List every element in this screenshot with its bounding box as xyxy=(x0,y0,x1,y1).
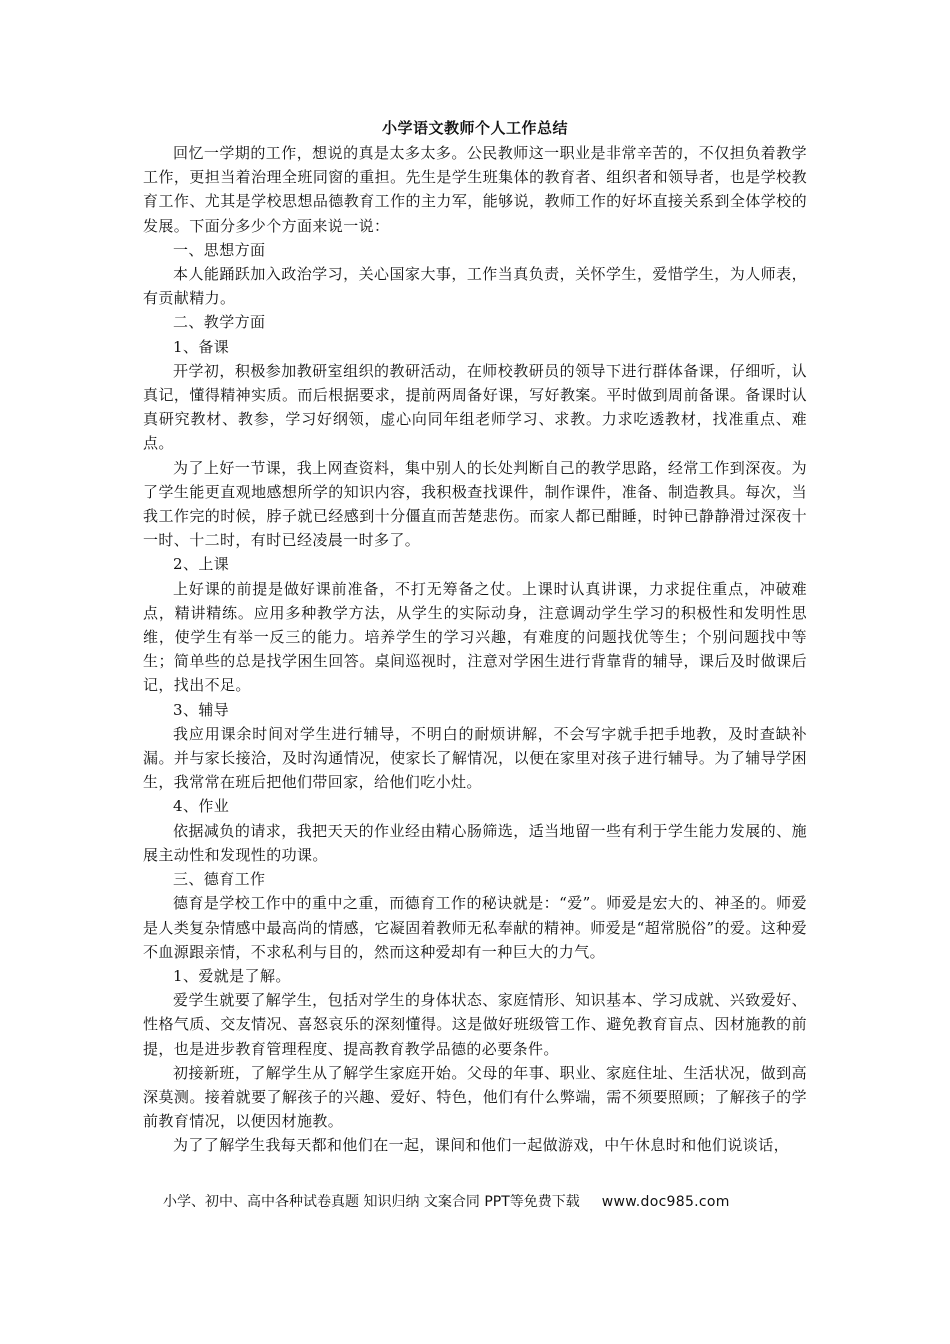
moral-paragraph: 德育是学校工作中的重中之重，而德育工作的秘诀就是：“爱”。师爱是宏大的、神圣的。师爱是人类复杂情感中最高尚的情感，它凝固着教师无私奉献的精神。师爱是“超常脱俗”的爱。这种爱不血源跟亲情，不求私利与目的，然而这种爱却有一种巨大的力气。 xyxy=(143,894,807,961)
daily-contact-paragraph: 为了了解学生我每天都和他们在一起，课间和他们一起做游戏，中午休息时和他们说谈话， xyxy=(173,1136,790,1155)
lesson-prep-paragraph: 开学初，积极参加教研室组织的教研活动，在师校教研员的领导下进行群体备课，仔细听，认真记，懂得精神实质。而后根据要求，提前两周备好课，写好教案。平时做到周前备课。备课时认真研究教材、教参，学习好纲领，虚心向同年组老师学习、求教。力求吃透教材，找准重点、难点。 xyxy=(143,361,807,453)
document-page xyxy=(143,117,807,1158)
document-body xyxy=(143,141,807,1158)
subheading-tutoring: 3、辅导 xyxy=(173,700,230,719)
tutoring-paragraph: 我应用课余时间对学生进行辅导，不明白的耐烦讲解，不会写字就手把手地教，及时查缺补漏。并与家长接洽，及时沟通情况，使家长了解情况，以便在家里对孩子进行辅导。为了辅导学困生，我常常在班后把他们带回家，给他们吃小灶。 xyxy=(143,724,807,792)
homework-paragraph: 依据减负的请求，我把天天的作业经由精心肠筛选，适当地留一些有利于学生能力发展的、施展主动性和发现性的功课。 xyxy=(143,821,807,864)
section-heading-thought: 一、思想方面 xyxy=(173,240,266,259)
section-heading-teaching: 二、教学方面 xyxy=(173,313,266,332)
subheading-homework: 4、作业 xyxy=(173,797,230,816)
subheading-class: 2、上课 xyxy=(173,555,230,574)
intro-paragraph: 回忆一学期的工作，想说的真是太多太多。公民教师这一职业是非常辛苦的，不仅担负着教学工作，更担当着治理全班同窗的重担。先生是学生班集体的教育者、组织者和领导者，也是学校教育工作、尤其是学校思想品德教育工作的主力军，能够说，教师工作的好坏直接关系到全体学校的发展。下面分多少个方面来说一说： xyxy=(143,144,807,235)
understanding-paragraph: 爱学生就要了解学生，包括对学生的身体状态、家庭情形、知识基本、学习成就、兴致爱好、性格气质、交友情况、喜怒哀乐的深刻懂得。这是做好班级管工作、避免教育盲点、因材施教的前提，也是进步教育管理程度、提高教育教学品德的必要条件。 xyxy=(143,991,807,1058)
page-footer xyxy=(163,1192,813,1212)
footer-text: 小学、初中、高中各种试卷真题 知识归纳 文案合同 PPT等免费下载 xyxy=(163,1194,580,1210)
lesson-prep-paragraph-2: 为了上好一节课，我上网查资料，集中别人的长处判断自己的教学思路，经常工作到深夜。为了学生能更直观地感想所学的知识内容，我积极查找课件，制作课件，准备、制造教具。每次，当我工作完的时候，脖子就已经感到十分僵直而苦楚悲伤。而家人都已酣睡，时钟已静静滑过深夜十一时、十二时，有时已经凌晨一时多了。 xyxy=(143,458,807,550)
footer-site-link[interactable]: www.doc985.com xyxy=(601,1194,730,1210)
document-title: 小学语文教师个人工作总结 xyxy=(381,119,568,137)
section-heading-moral: 三、德育工作 xyxy=(173,870,266,889)
subheading-love-understanding: 1、爱就是了解。 xyxy=(173,966,291,985)
subheading-lesson-prep: 1、备课 xyxy=(173,337,230,356)
thought-paragraph: 本人能踊跃加入政治学习，关心国家大事，工作当真负责，关怀学生，爱惜学生，为人师表，有贡献精力。 xyxy=(143,265,807,308)
class-paragraph: 上好课的前提是做好课前准备，不打无筹备之仗。上课时认真讲课，力求捉住重点，冲破难点，精讲精练。应用多种教学方法，从学生的实际动身，注意调动学生学习的积极性和发明性思维，使学生有举一反三的能力。培养学生的学习兴趣，有难度的问题找优等生；个别问题找中等生；简单些的总是找学困生回答。桌间巡视时，注意对学困生进行背靠背的辅导，课后及时做课后记，找出不足。 xyxy=(143,579,807,695)
new-class-paragraph: 初接新班，了解学生从了解学生家庭开始。父母的年事、职业、家庭住址、生活状况，做到高深莫测。接着就要了解孩子的兴趣、爱好、特色，他们有什么弊端，需不须要照顾；了解孩子的学前教育情况，以便因材施教。 xyxy=(143,1063,807,1131)
